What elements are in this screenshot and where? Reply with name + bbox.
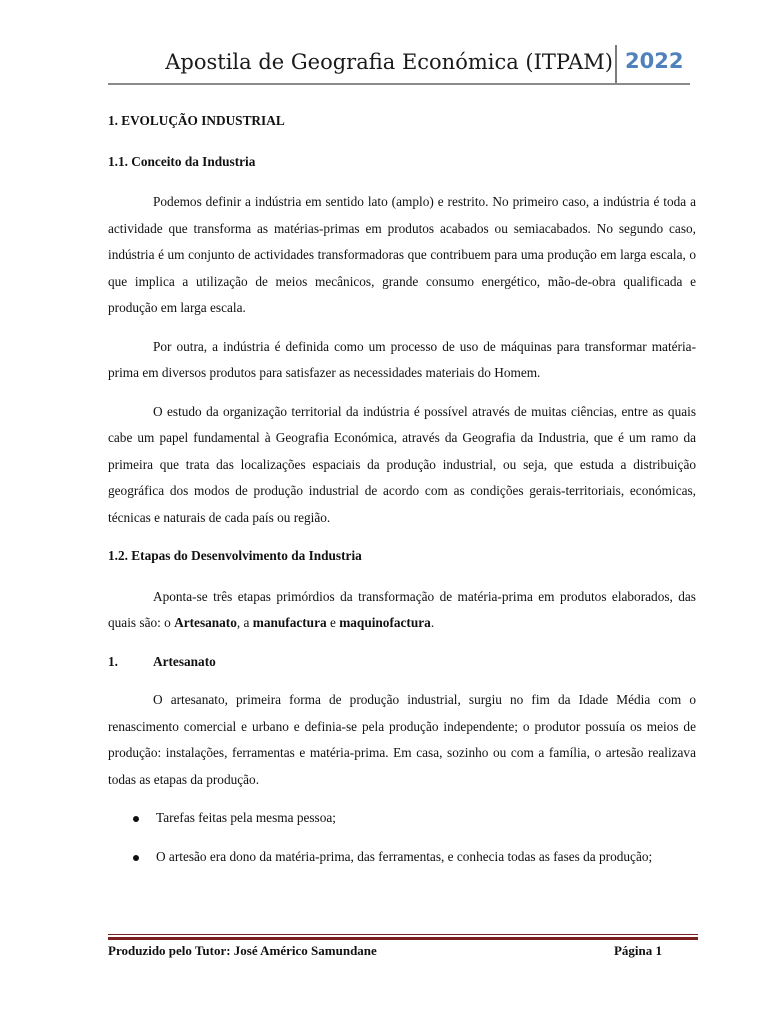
list-item — [108, 844, 696, 871]
subsection-heading: 1.1. Conceito da Industria — [108, 153, 256, 169]
page-body — [108, 108, 696, 882]
paragraph-text: Aponta-se três etapas primórdios da transformação de matéria-prima em produtos elaborados, das quais são: o — [108, 588, 696, 630]
paragraph-text: . — [430, 615, 435, 630]
list-item — [108, 805, 696, 832]
footer-rule — [108, 934, 698, 935]
paragraph — [108, 584, 696, 637]
section-heading: 1. EVOLUÇÃO INDUSTRIAL — [108, 113, 285, 128]
page-header — [108, 40, 690, 86]
numbered-heading — [108, 649, 696, 676]
term-maquinofactura: maquinofactura — [339, 615, 431, 630]
paragraph: Por outra, a indústria é definida como um processo de uso de máquinas para transformar matéria-prima em diversos produtos para satisfazer as necessidades materiais do Homem. — [108, 338, 696, 380]
list-item-text: O artesão era dono da matéria-prima, das ferramentas, e conhecia todas as fases da produção; — [156, 848, 653, 864]
bullet-icon — [133, 816, 139, 822]
page-number: Página 1 — [613, 943, 662, 958]
paragraph: O artesanato, primeira forma de produção industrial, surgiu no fim da Idade Média com o renascimento comercial e urbano e definia-se pela produção independente; o produtor possuía os meios de produção: instalações, ferramentas e matéria-prima. Em casa, sozinho ou com a família, o artesão realizava todas as etapas da produção. — [108, 692, 696, 787]
paragraph: Podemos definir a indústria em sentido lato (amplo) e restrito. No primeiro caso, a indústria é toda a actividade que transforma as matérias-primas em produtos acabados ou semiacabados. No segundo caso, indústria é um conjunto de actividades transformadoras que contribuem para uma produção em larga escala, o que implica a utilização de meios mecânicos, grande consumo energético, mão-de-obra qualificada e produção em larga escala. — [108, 194, 696, 315]
list-item-text: Tarefas feitas pela mesma pessoa; — [156, 810, 336, 825]
header-separator — [615, 45, 617, 85]
subsection-heading: 1.2. Etapas do Desenvolvimento da Industria — [108, 548, 362, 563]
term-manufactura: manufactura — [252, 615, 327, 630]
page-footer — [108, 934, 698, 974]
document-year: 2022 — [625, 49, 684, 73]
paragraph-text: , a — [236, 615, 253, 630]
item-heading: Artesanato — [153, 653, 216, 669]
footer-rule — [108, 937, 698, 940]
document-title: Apostila de Geografia Económica (ITPAM) — [165, 50, 613, 74]
bullet-icon — [133, 855, 139, 861]
footer-author: Produzido pelo Tutor: José Américo Samundane — [108, 943, 377, 958]
paragraph: O estudo da organização territorial da indústria é possível através de muitas ciências, entre as quais cabe um papel fundamental à Geografia Económica, através da Geografia da Industria, que é um ramo da primeira que trata das localizações espaciais da produção industrial, ou seja, que estuda a distribuição geográfica dos modos de produção industrial de acordo com as condições gerais-territoriais, económicas, técnicas e naturais de cada país ou região. — [108, 403, 696, 525]
paragraph-text: e — [326, 615, 340, 630]
term-artesanato: Artesanato — [174, 615, 237, 630]
item-number: 1. — [108, 653, 118, 669]
header-rule — [108, 83, 690, 85]
